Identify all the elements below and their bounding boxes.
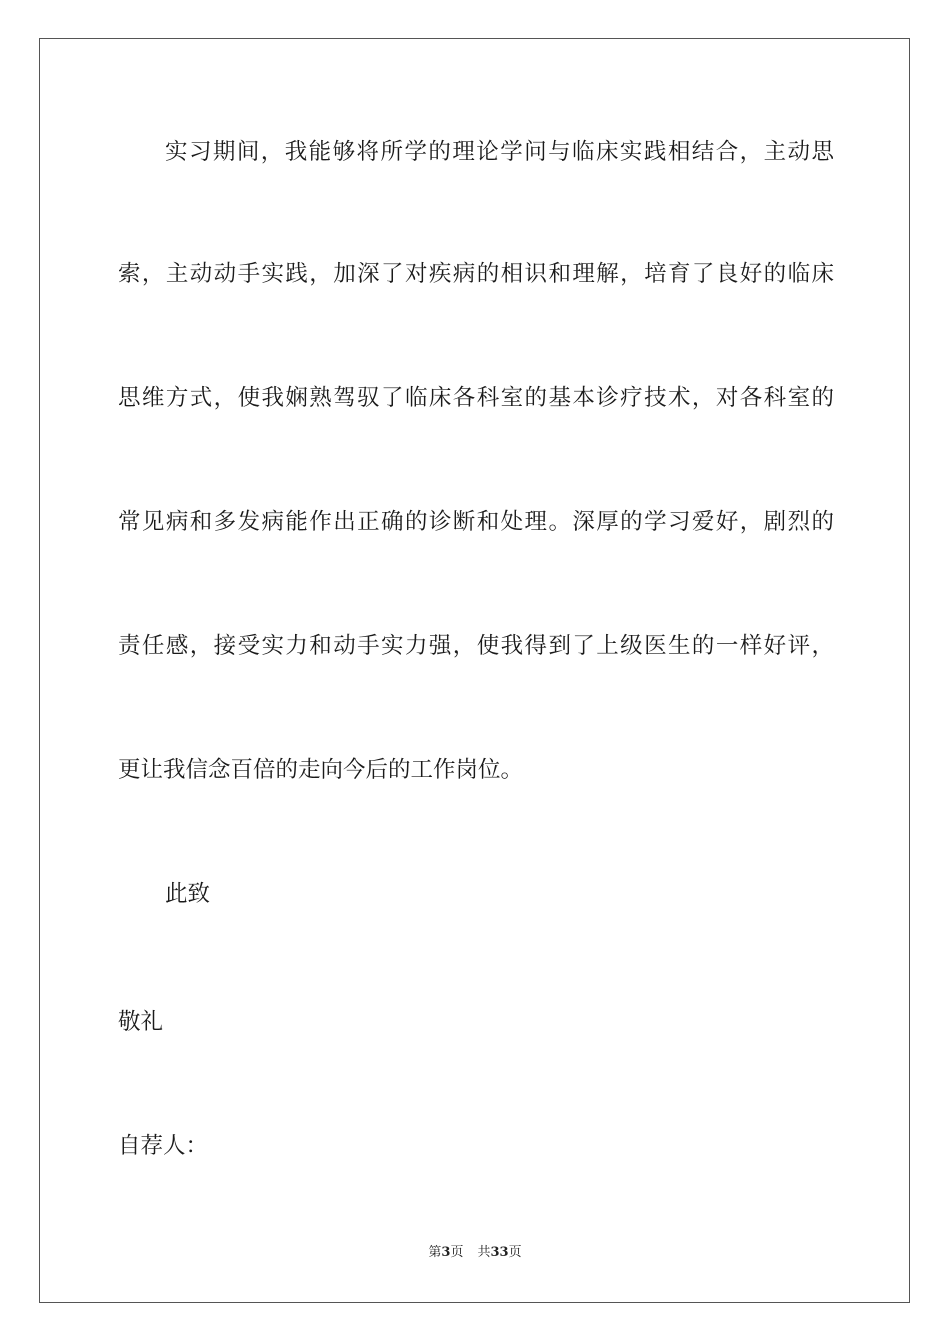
page-number: 3 — [441, 1245, 451, 1260]
paragraph-line-5: 责任感，接受实力和动手实力强，使我得到了上级医生的一样好评， — [118, 633, 834, 659]
page-prefix: 第 — [428, 1245, 442, 1260]
paragraph-line-6: 更让我信念百倍的走向今后的工作岗位。 — [118, 757, 524, 783]
page-frame — [39, 38, 910, 1303]
paragraph-line-4: 常见病和多发病能作出正确的诊断和处理。深厚的学习爱好，剧烈的 — [118, 509, 834, 535]
page-footer — [0, 1244, 950, 1262]
page-suffix: 页 — [450, 1245, 464, 1260]
paragraph-line-1: 实习期间，我能够将所学的理论学问与临床实践相结合，主动思 — [165, 139, 834, 165]
total-pages: 33 — [490, 1245, 509, 1260]
closing-text: 此致 — [165, 881, 211, 907]
paragraph-line-3: 思维方式，使我娴熟驾驭了临床各科室的基本诊疗技术，对各科室的 — [118, 385, 834, 411]
total-suffix: 页 — [508, 1245, 522, 1260]
total-prefix: 共 — [477, 1245, 491, 1260]
salutation-text: 敬礼 — [118, 1009, 164, 1035]
paragraph-line-2: 索，主动动手实践，加深了对疾病的相识和理解，培育了良好的临床 — [118, 261, 834, 287]
signature-label: 自荐人： — [118, 1133, 209, 1159]
